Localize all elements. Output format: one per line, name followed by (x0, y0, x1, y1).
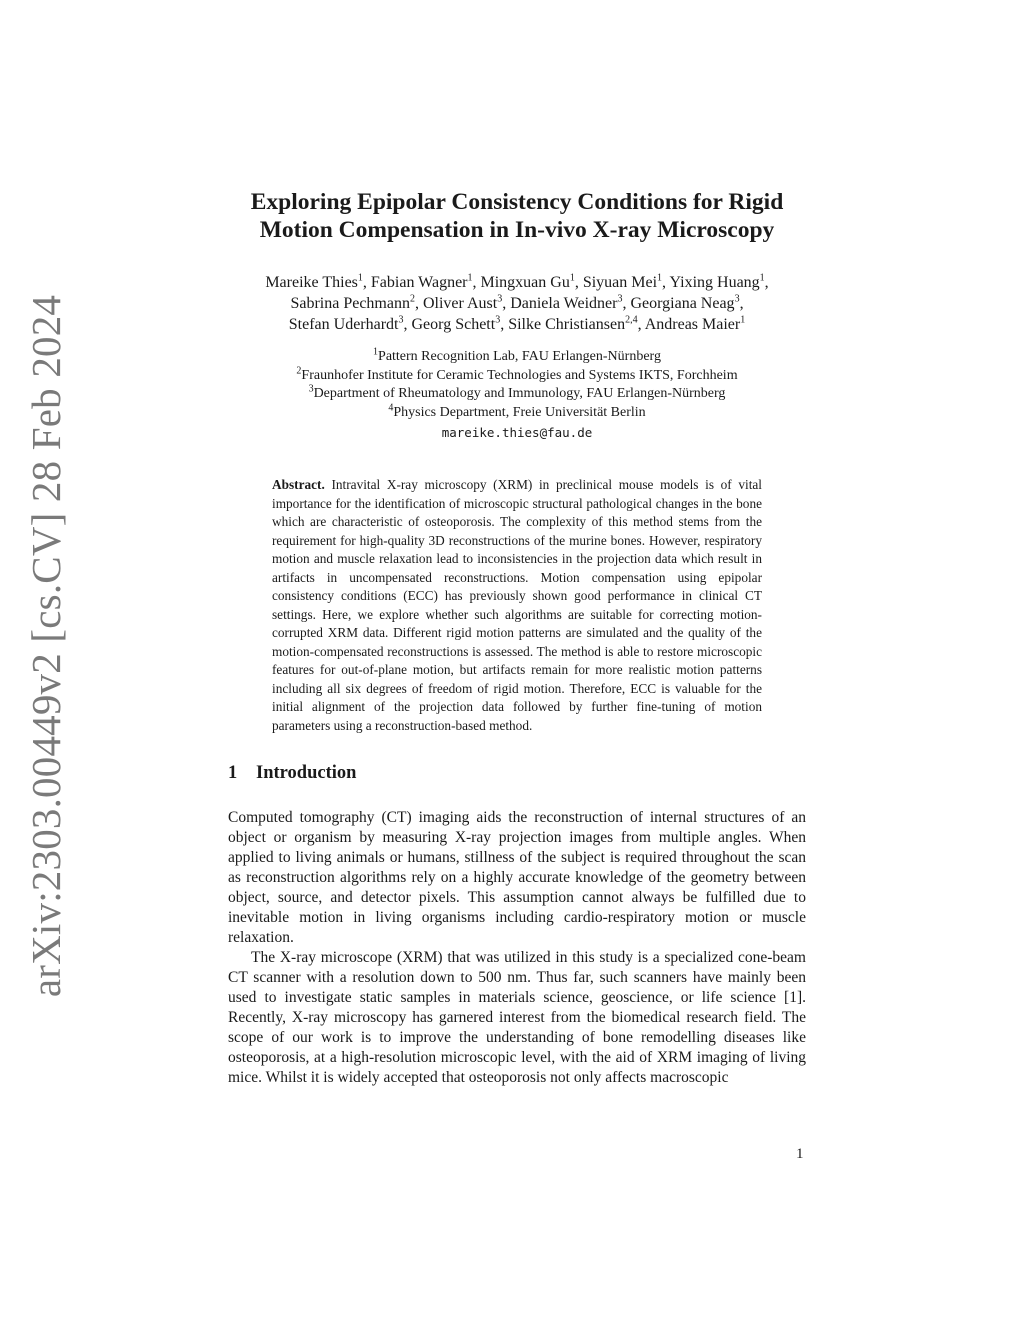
title-line-1: Exploring Epipolar Consistency Conditions for Rigid (250, 189, 784, 215)
author: Fabian Wagner$^1$ (370, 272, 473, 291)
author: Sabrina Pechmann$^2$ (290, 293, 415, 312)
author-list: Mareike Thies$^1$, Fabian Wagner$^1$, Mingxuan Gu$^1$, Siyuan Mei$^1$, Yixing Huang$^1$, Sabrina Pechmann$^2$, Oliver Aust$^3$, Daniela Weidner$^3$, Georgiana Neag$^3$, Stefan Uderhardt$^3$, Georg Schett$^3$, Silke Christiansen$^{2,4}$, Andreas Maier$^1$ (265, 272, 769, 333)
abstract-label: Abstract. (272, 477, 325, 492)
abstract-text: Intravital X-ray microscopy (XRM) in preclinical mouse models is of vital importance for the identification of microscopic structural pathological changes in the bone which are characteristic of osteoporosis. The complexity of this method stems from the requirement for high-quality 3D reconstructions of the murine bones. However, respiratory motion and muscle relaxation lead to inconsistencies in the projection data which result in artifacts in uncompensated reconstructions. Motion compensation using epipolar consistency conditions (ECC) has previously shown good performance in clinical CT settings. Here, we explore whether such algorithms are suitable for correcting motion-corrupted XRM data. Different rigid motion patterns are simulated and the quality of the motion-compensated reconstructions is assessed. The method is able to restore microscopic features for out-of-plane motion, but artifacts remain for more realistic motion patterns including all six degrees of freedom of rigid motion. Therefore, ECC is valuable for the initial alignment of the projection data followed by further fine-tuning of motion parameters using a reconstruction-based method. (272, 477, 762, 733)
contact-email[interactable]: mareike.thies@fau.de (441, 425, 593, 440)
affiliation: $^2$Fraunhofer Institute for Ceramic Technologies and Systems IKTS, Forchheim (296, 364, 738, 383)
introduction-body (228, 808, 806, 1088)
abstract (272, 476, 762, 735)
author: Silke Christiansen$^{2,4}$ (508, 314, 638, 333)
paragraph: The X-ray microscope (XRM) that was utilized in this study is a specialized cone-beam CT scanner with a resolution down to 500 nm. Thus far, such scanners have mainly been used to investigate static samples in materials science, geoscience, or life science [1]. Recently, X-ray microscopy has garnered interest from the biomedical research field. The scope of our work is to improve the understanding of bone remodelling diseases like osteoporosis, at a high-resolution microscopic level, with the aid of XRM imaging of living mice. Whilst it is widely accepted that osteoporosis not only affects macroscopic (228, 949, 806, 1086)
affiliation: $^4$Physics Department, Freie Universität Berlin (388, 401, 646, 420)
author: Mareike Thies$^1$ (265, 272, 363, 291)
affiliation: $^3$Department of Rheumatology and Immunology, FAU Erlangen-Nürnberg (308, 383, 726, 401)
affiliation: $^1$Pattern Recognition Lab, FAU Erlangen-Nürnberg (373, 346, 661, 364)
title-line-2: Motion Compensation in In-vivo X-ray Microscopy (259, 217, 775, 243)
author: Stefan Uderhardt$^3$ (288, 314, 404, 333)
author: Oliver Aust$^3$ (422, 293, 503, 312)
page-number: 1 (796, 1146, 804, 1162)
author: Georgiana Neag$^3$ (630, 293, 740, 312)
section-heading-introduction (228, 761, 806, 785)
paragraph: Computed tomography (CT) imaging aids the reconstruction of internal structures of an object or organism by measuring X-ray projection images from multiple angles. When applied to living animals or humans, stillness of the subject is required throughout the scan as reconstruction algorithms rely on a highly accurate knowledge of the geometry between object, source, and detector pixels. This assumption cannot always be fulfilled due to inevitable motion in living organisms including cardio-respiratory motion or muscle relaxation. (228, 809, 806, 946)
author: Mingxuan Gu$^1$ (480, 272, 575, 291)
section-title: Introduction (256, 763, 357, 783)
paper-title (228, 188, 806, 244)
author: Georg Schett$^3$ (411, 314, 501, 333)
affiliation-list (228, 348, 806, 422)
author: Yixing Huang$^1$ (669, 272, 765, 291)
arxiv-identifier-stamp: arXiv:2303.00449v2 [cs.CV] 28 Feb 2024 (23, 294, 69, 998)
section-number: 1 (228, 763, 238, 783)
author: Andreas Maier$^1$ (644, 314, 746, 333)
paper-page (228, 188, 806, 1088)
author: Daniela Weidner$^3$ (510, 293, 623, 312)
author: Siyuan Mei$^1$ (582, 272, 663, 291)
